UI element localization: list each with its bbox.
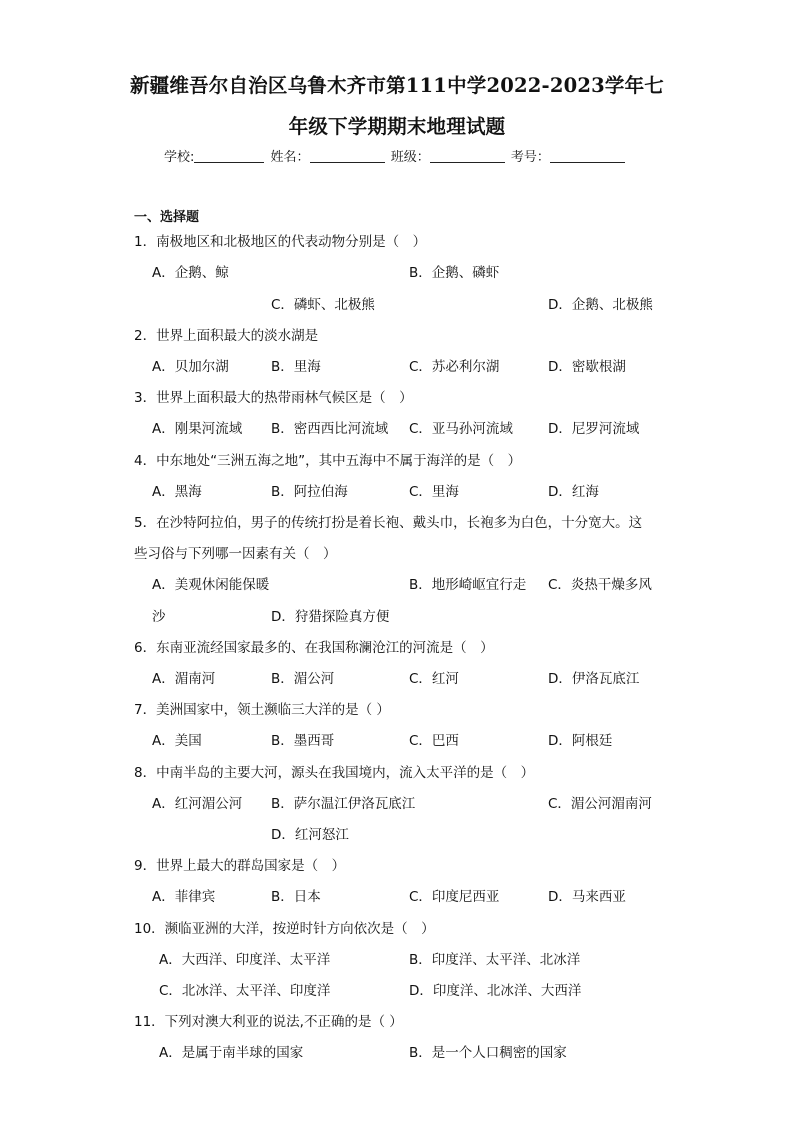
school-blank[interactable] (194, 149, 264, 163)
exam-title-line-1: 新疆维吾尔自治区乌鲁木齐市第111中学2022-2023学年七 (129, 74, 665, 97)
exam-title-line-2: 年级下学期期末地理试题 (288, 115, 506, 138)
question-7-option-a[interactable]: A．美国 (152, 733, 202, 749)
question-3-stem: 3．世界上面积最大的热带雨林气候区是（ ） (134, 390, 413, 406)
question-9-option-a[interactable]: A．菲律宾 (152, 889, 216, 905)
question-11-option-b[interactable]: B．是一个人口稠密的国家 (409, 1045, 567, 1061)
question-3-option-c[interactable]: C．亚马孙河流域 (409, 421, 513, 437)
school-label: 学校: (164, 150, 195, 165)
question-2-option-b[interactable]: B．里海 (271, 359, 321, 375)
question-10-option-a[interactable]: A．大西洋、印度洋、太平洋 (159, 952, 331, 968)
name-blank[interactable] (310, 149, 385, 163)
question-2-option-c[interactable]: C．苏必利尔湖 (409, 359, 500, 375)
number-label: 考号： (510, 150, 550, 165)
student-info-row (164, 146, 627, 165)
name-label: 姓名： (270, 150, 310, 165)
question-9-option-d[interactable]: D．马来西亚 (548, 889, 626, 905)
question-1-option-d[interactable]: D．企鹅、北极熊 (548, 297, 653, 313)
question-10-option-c[interactable]: C．北冰洋、太平洋、印度洋 (159, 983, 331, 999)
question-5-option-d[interactable]: D．狩猎探险真方便 (271, 609, 390, 625)
question-2-option-d[interactable]: D．密歇根湖 (548, 359, 626, 375)
question-6-option-c[interactable]: C．红河 (409, 671, 459, 687)
question-9-option-b[interactable]: B．日本 (271, 889, 321, 905)
question-8-option-b[interactable]: B．萨尔温江伊洛瓦底江 (271, 796, 416, 812)
question-1-option-b[interactable]: B．企鹅、磷虾 (409, 265, 500, 281)
class-label: 班级： (390, 150, 430, 165)
question-4-option-b[interactable]: B．阿拉伯海 (271, 484, 348, 500)
question-11-stem: 11．下列对澳大利亚的说法,不正确的是（ ） (134, 1014, 403, 1030)
question-1-stem: 1．南极地区和北极地区的代表动物分别是（ ） (134, 234, 427, 250)
question-5-option-c-continued[interactable]: 沙 (152, 609, 166, 625)
question-9-option-c[interactable]: C．印度尼西亚 (409, 889, 500, 905)
question-4-option-d[interactable]: D．红海 (548, 484, 599, 500)
question-7-option-c[interactable]: C．巴西 (409, 733, 459, 749)
question-10-option-d[interactable]: D．印度洋、北冰洋、大西洋 (409, 983, 582, 999)
question-10-option-b[interactable]: B．印度洋、太平洋、北冰洋 (409, 952, 581, 968)
question-1-option-c[interactable]: C．磷虾、北极熊 (271, 297, 375, 313)
question-2-option-a[interactable]: A．贝加尔湖 (152, 359, 229, 375)
number-blank[interactable] (550, 149, 625, 163)
question-5-option-b[interactable]: B．地形崎岖宜行走 (409, 577, 527, 593)
question-2-stem: 2．世界上面积最大的淡水湖是 (134, 328, 319, 344)
class-blank[interactable] (430, 149, 505, 163)
question-4-stem: 4．中东地处“三洲五海之地”，其中五海中不属于海洋的是（ ） (134, 453, 522, 469)
question-4-option-c[interactable]: C．里海 (409, 484, 459, 500)
question-3-option-b[interactable]: B．密西西比河流域 (271, 421, 389, 437)
question-5-option-c[interactable]: C．炎热干燥多风 (548, 577, 652, 593)
question-6-stem: 6．东南亚流经国家最多的、在我国称澜沧江的河流是（ ） (134, 640, 494, 656)
question-8-option-d[interactable]: D．红河怒江 (271, 827, 349, 843)
question-5-stem-line-2: 些习俗与下列哪一因素有关（ ） (134, 546, 337, 562)
question-5-stem-line-1: 5．在沙特阿拉伯，男子的传统打扮是着长袍、戴头巾，长袍多为白色，十分宽大。这 (134, 515, 643, 531)
question-1-option-a[interactable]: A．企鹅、鲸 (152, 265, 229, 281)
question-7-option-b[interactable]: B．墨西哥 (271, 733, 335, 749)
question-6-option-b[interactable]: B．湄公河 (271, 671, 335, 687)
question-3-option-a[interactable]: A．刚果河流域 (152, 421, 243, 437)
question-10-stem: 10．濒临亚洲的大洋，按逆时针方向依次是（ ） (134, 921, 435, 937)
question-8-option-a[interactable]: A．红河湄公河 (152, 796, 243, 812)
question-6-option-a[interactable]: A．湄南河 (152, 671, 216, 687)
question-9-stem: 9．世界上最大的群岛国家是（ ） (134, 858, 346, 874)
question-3-option-d[interactable]: D．尼罗河流域 (548, 421, 640, 437)
question-4-option-a[interactable]: A．黑海 (152, 484, 202, 500)
question-7-option-d[interactable]: D．阿根廷 (548, 733, 613, 749)
question-8-option-c[interactable]: C．湄公河湄南河 (548, 796, 652, 812)
question-5-option-a[interactable]: A．美观休闲能保暖 (152, 577, 270, 593)
question-6-option-d[interactable]: D．伊洛瓦底江 (548, 671, 640, 687)
question-7-stem: 7．美洲国家中，领土濒临三大洋的是（ ） (134, 702, 390, 718)
question-8-stem: 8．中南半岛的主要大河，源头在我国境内，流入太平洋的是（ ） (134, 765, 535, 781)
section-heading: 一、选择题 (134, 210, 200, 225)
question-11-option-a[interactable]: A．是属于南半球的国家 (159, 1045, 304, 1061)
